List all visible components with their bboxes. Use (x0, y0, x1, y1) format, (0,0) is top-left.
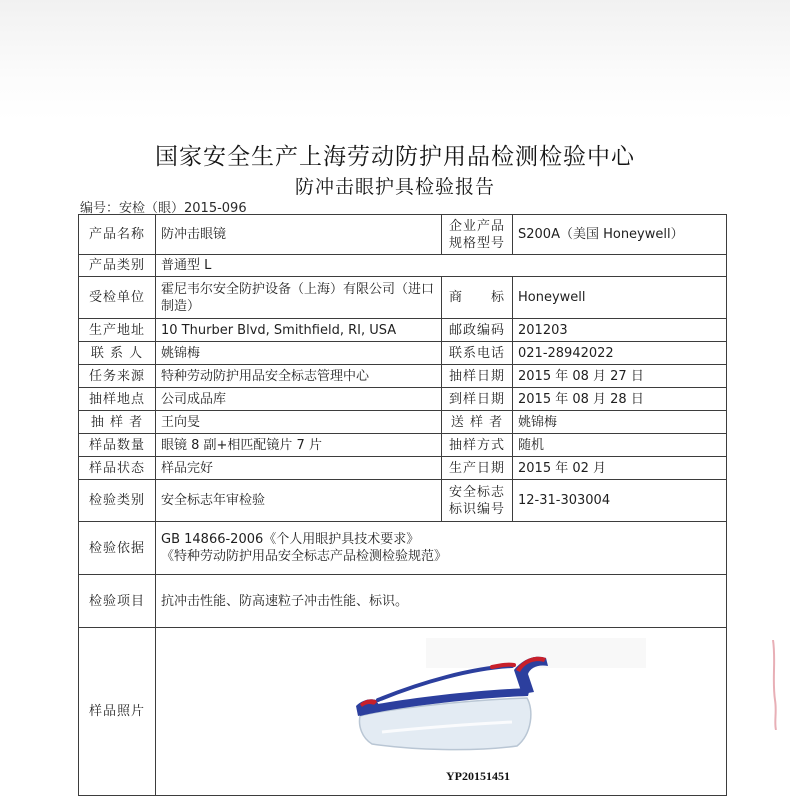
sampling-method-label: 抽样方式 (442, 434, 513, 457)
model-spec-value: S200A（美国 Honeywell） (513, 215, 727, 255)
safety-mark-id-value: 12-31-303004 (513, 480, 727, 522)
inspection-type-label: 检验类别 (79, 480, 156, 522)
photo-label: 样品照片 (79, 628, 156, 796)
client-label: 受检单位 (79, 277, 156, 319)
items-value: 抗冲击性能、防高速粒子冲击性能、标识。 (156, 575, 727, 628)
basis-label: 检验依据 (79, 522, 156, 575)
product-category-value: 普通型 L (156, 255, 727, 277)
inspection-type-value: 安全标志年审检验 (156, 480, 442, 522)
sampling-date-label: 抽样日期 (442, 365, 513, 388)
sample-photo (156, 628, 727, 796)
table-row (79, 277, 727, 319)
sample-state-value: 样品完好 (156, 457, 442, 480)
product-name-label: 产品名称 (79, 215, 156, 255)
production-date-label: 生产日期 (442, 457, 513, 480)
product-name-value: 防冲击眼镜 (156, 215, 442, 255)
task-source-label: 任务来源 (79, 365, 156, 388)
sender-label: 送 样 者 (442, 411, 513, 434)
basis-value (156, 522, 727, 575)
contact-label: 联 系 人 (79, 342, 156, 365)
table-row (79, 215, 727, 255)
sampler-value: 王向旻 (156, 411, 442, 434)
model-spec-label: 企业产品规格型号 (442, 215, 513, 255)
table-row (79, 434, 727, 457)
postcode-value: 201203 (513, 319, 727, 342)
table-row (79, 388, 727, 411)
arrival-date-value: 2015 年 08 月 28 日 (513, 388, 727, 411)
safety-goggles-image (352, 648, 552, 756)
table-row (79, 522, 727, 575)
report-subtitle: 防冲击眼护具检验报告 (294, 176, 495, 198)
table-row (79, 319, 727, 342)
sampling-place-label: 抽样地点 (79, 388, 156, 411)
table-row (79, 457, 727, 480)
sampling-place-value: 公司成品库 (156, 388, 442, 411)
address-value: 10 Thurber Blvd, Smithfield, RI, USA (156, 319, 442, 342)
sample-photo-code: YP20151451 (446, 769, 510, 783)
table-row (79, 255, 727, 277)
red-stamp-edge (770, 640, 780, 730)
sample-state-label: 样品状态 (79, 457, 156, 480)
items-label: 检验项目 (79, 575, 156, 628)
arrival-date-label: 到样日期 (442, 388, 513, 411)
table-row (79, 480, 727, 522)
table-row (79, 575, 727, 628)
basis-standard-1: GB 14866-2006《个人用眼护具技术要求》 (161, 532, 420, 547)
phone-label: 联系电话 (442, 342, 513, 365)
client-value: 霍尼韦尔安全防护设备（上海）有限公司（进口制造） (156, 277, 442, 319)
basis-standard-2: 《特种劳动防护用品安全标志产品检测检验规范》 (161, 549, 448, 564)
report-table (78, 214, 727, 796)
sampler-label: 抽 样 者 (79, 411, 156, 434)
sample-qty-value: 眼镜 8 副+相匹配镜片 7 片 (156, 434, 442, 457)
address-label: 生产地址 (79, 319, 156, 342)
scan-background-shade (0, 0, 790, 120)
report-number: 编号：安检（眼）2015-096 (80, 201, 247, 216)
table-row (79, 365, 727, 388)
sample-qty-label: 样品数量 (79, 434, 156, 457)
production-date-value: 2015 年 02 月 (513, 457, 727, 480)
sampling-method-value: 随机 (513, 434, 727, 457)
trademark-value: Honeywell (513, 277, 727, 319)
goggle-left-arm-tip (492, 665, 514, 667)
table-row (79, 628, 727, 796)
table-row (79, 342, 727, 365)
sampling-date-value: 2015 年 08 月 27 日 (513, 365, 727, 388)
report-org-title: 国家安全生产上海劳动防护用品检测检验中心 (155, 144, 635, 170)
sender-value: 姚锦梅 (513, 411, 727, 434)
task-source-value: 特种劳动防护用品安全标志管理中心 (156, 365, 442, 388)
postcode-label: 邮政编码 (442, 319, 513, 342)
table-row (79, 411, 727, 434)
phone-value: 021-28942022 (513, 342, 727, 365)
product-category-label: 产品类别 (79, 255, 156, 277)
trademark-label: 商 标 (442, 277, 513, 319)
safety-mark-id-label: 安全标志标识编号 (442, 480, 513, 522)
contact-value: 姚锦梅 (156, 342, 442, 365)
